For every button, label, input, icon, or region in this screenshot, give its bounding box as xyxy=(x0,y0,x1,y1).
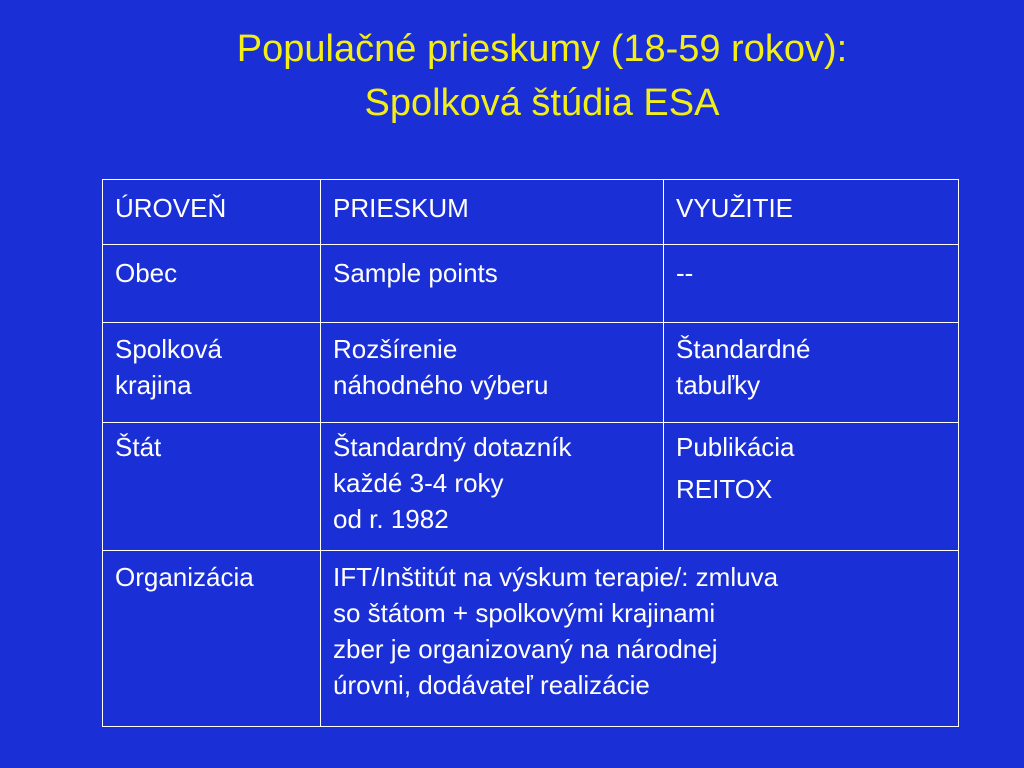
cell-survey xyxy=(321,245,664,323)
cell-line: úrovni, dodávateľ realizácie xyxy=(333,670,650,700)
cell-line: zber je organizovaný na národnej xyxy=(333,634,718,664)
cell-line: Štát xyxy=(115,432,162,462)
cell-line: každé 3-4 roky xyxy=(333,468,504,498)
table-row xyxy=(103,245,959,323)
cell-level xyxy=(103,245,321,323)
cell-organization-text xyxy=(321,551,959,727)
cell-line: náhodného výberu xyxy=(333,370,549,400)
cell-survey xyxy=(321,423,664,551)
title-line-2: Spolková štúdia ESA xyxy=(364,82,720,124)
table-header-row xyxy=(103,180,959,245)
header-cell-level: ÚROVEŇ xyxy=(103,180,321,245)
table-row-organization xyxy=(103,551,959,727)
cell-line: Rozšírenie xyxy=(333,334,458,364)
cell-line: Štandardné xyxy=(676,334,811,364)
table-row xyxy=(103,423,959,551)
cell-level xyxy=(103,423,321,551)
cell-usage xyxy=(664,245,959,323)
cell-line: Štandardný dotazník xyxy=(333,432,572,462)
cell-line: so štátom + spolkovými krajinami xyxy=(333,598,716,628)
cell-line: Publikácia xyxy=(676,432,795,462)
cell-line: tabuľky xyxy=(676,370,761,400)
cell-level xyxy=(103,323,321,423)
cell-line: IFT/Inštitút na výskum terapie/: zmluva xyxy=(333,562,779,592)
cell-level xyxy=(103,551,321,727)
survey-table xyxy=(102,179,959,727)
cell-usage xyxy=(664,323,959,423)
cell-line: Obec xyxy=(115,258,178,288)
cell-line: od r. 1982 xyxy=(333,504,449,534)
cell-line: -- xyxy=(676,258,694,288)
cell-line: Sample points xyxy=(333,258,498,288)
slide-title xyxy=(0,22,1024,130)
cell-survey xyxy=(321,323,664,423)
cell-usage xyxy=(664,423,959,551)
cell-line: Organizácia xyxy=(115,562,254,592)
title-line-1: Populačné prieskumy (18-59 rokov): xyxy=(236,28,848,70)
cell-line: Spolková xyxy=(115,334,222,364)
table-row xyxy=(103,323,959,423)
cell-line: krajina xyxy=(115,370,192,400)
cell-line: REITOX xyxy=(676,474,773,504)
header-cell-usage: VYUŽITIE xyxy=(664,180,959,245)
header-cell-survey: PRIESKUM xyxy=(321,180,664,245)
